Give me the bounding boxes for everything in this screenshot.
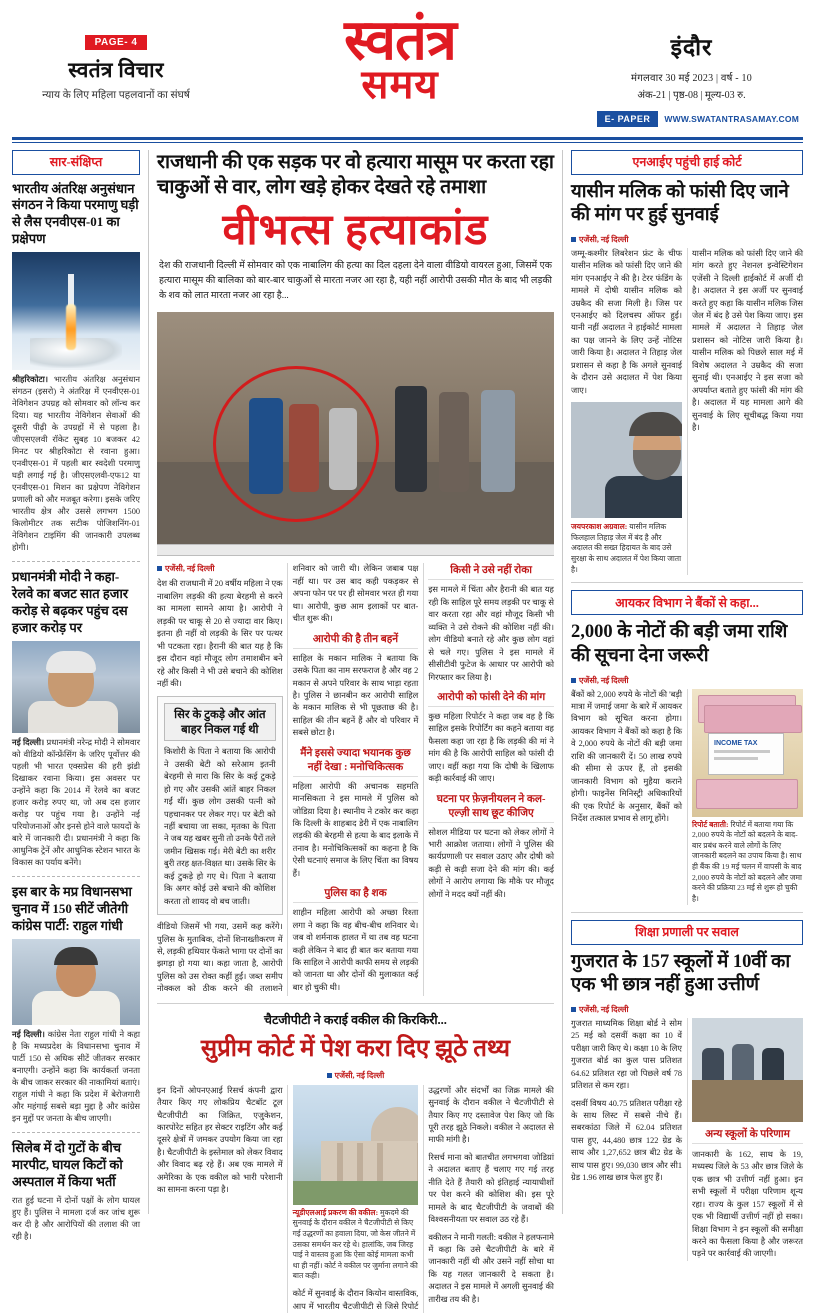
main-divider xyxy=(157,1003,554,1004)
mini-story-1-head: आरोपी की है तीन बहनें xyxy=(293,632,419,649)
mini-story-1-text: साहिल के मकान मालिक ने बताया कि उसके पिता का नाम सरफराज है और वह 2 मकान से अपने परिवार के साथ भाड़ा रहता है। पुलिस ने छानबीन कर आरोपी साहिल के मकान मालिक से भी पूछताछ की है। साहिल की तीन बहनें हैं और वो परिवार में सबसे छोटा है। xyxy=(292,653,419,738)
sc-body-columns xyxy=(157,1085,554,1313)
sc-text-2: कोर्ट में सुनवाई के दौरान कियोन वास्तविक, आप में भारतीय चैटजीपीटी से जिसे रिपोर्ट उद्धरणों और संदर्भों का जिक्र मामले की सुनवाई के दौरान वकील ने चैटजीपीटी से तैयार किए गए दस्तावेज पेश किए जो कि पूरी तरह झूठे निकले। वकील ने अदालत से माफी मांगी है। xyxy=(292,1085,554,1311)
photo-figure-4 xyxy=(395,386,427,492)
courthouse-column-1 xyxy=(337,1143,343,1181)
mini-story-5 xyxy=(428,792,554,902)
section-head-income-tax xyxy=(571,590,803,615)
income-tax-card-label: INCOME TAX xyxy=(714,739,758,747)
mini-story-6-text: इस मामले में चिंता और हैरानी की बात यह रही कि साहिल पूरे समय लड़की पर चाकू से वार करता रहा और वहां मौजूद किसी भी व्यक्ति ने उसे रोकने की कोशिश नहीं की। लोग वीडियो बनाते रहे और कुछ लोग वहां से चले गए। पुलिस ने इस मामले में सीसीटीवी फुटेज के आधार पर आरोपी को गिरफ्तार कर लिया है। xyxy=(428,585,554,682)
student-shape-2 xyxy=(732,1044,754,1084)
lead-headline[interactable]: वीभत्स हत्याकांड xyxy=(222,207,489,255)
mini-story-1 xyxy=(293,632,419,740)
sc-byline: एजेंसी, नई दिल्ली xyxy=(157,1070,554,1081)
left-story-3-text: नई दिल्ली। कांग्रेस नेता राहुल गांधी ने कहा है कि मध्यप्रदेश के विधानसभा चुनाव में पार्टी 150 से अधिक सीटें जीतकर सरकार बनाएगी। उन्होंने कहा कि कार्यकर्ता जनता के बीच जाकर सरकार की नाकामियां बताएं। राहुल गांधी ने कहा कि प्रदेश में बेरोजगारी और महंगाई सबसे बड़ा मुद्दा है और कांग्रेस इन मुद्दों पर जनता के बीच जाएगी। xyxy=(12,1029,141,1123)
left-story-1-headline[interactable]: भारतीय अंतरिक्ष अनुसंधान संगठन ने किया परमाणु घड़ी से लैस एनवीएस-01 का प्रक्षेपण xyxy=(12,180,139,247)
byline-square-icon xyxy=(157,566,162,571)
masthead-left-title: स्वतंत्र विचार xyxy=(68,58,164,82)
right-story-1-caption-head: जयपरकाश अग्रवाल: xyxy=(571,522,628,532)
section-head-income-tax-label: आयकर विभाग ने बैंकों से कहा... xyxy=(615,595,759,610)
right-story-3-text-3: जानकारी के 162, साथ के 19, मध्यस्थ जिले के 53 और छात्र जिले के एक छात्र भी उत्तीर्ण नहीं हुआ। इन सभी स्कूलों में परीक्षा परिणाम शून्य रहा। राज्य के कुल 157 स्कूलों में से एक भी विद्यार्थी उत्तीर्ण नहीं हो सका। शिक्षा विभाग ने इन स्कूलों की समीक्षा करने का फैसला किया है और जरूरत पड़ने पर कार्रवाई की जाएगी। xyxy=(692,1149,803,1259)
left-story-1-dateline: श्रीहरिकोटा। xyxy=(12,375,48,385)
income-tax-card-line-1 xyxy=(714,750,770,753)
sc-photo xyxy=(293,1085,419,1205)
income-tax-card xyxy=(708,733,784,775)
courthouse-dome-shape xyxy=(371,1107,419,1141)
mini-story-3 xyxy=(428,690,554,786)
sc-headline[interactable]: सुप्रीम कोर्ट में पेश करा दिए झूठे तथ्य xyxy=(200,1035,511,1062)
sc-kicker: चैटजीपीटी ने कराई वकील की किरकिरी... xyxy=(264,1012,447,1027)
right-story-1-body xyxy=(571,248,803,575)
left-story-2-headline[interactable]: प्रधानमंत्री मोदी ने कहा- रेलवे का बजट सात हजार करोड़ से बढ़कर पहुंच दस हजार करोड़ पर xyxy=(12,569,129,635)
right-divider-2 xyxy=(571,912,803,913)
student-shape-1 xyxy=(702,1048,724,1084)
epaper-bar xyxy=(584,111,799,127)
page-badge: PAGE- 4 xyxy=(85,35,148,50)
left-story-1-photo xyxy=(12,252,140,370)
page-grid xyxy=(12,150,803,1311)
right-story-2-photo-wrap xyxy=(692,689,803,905)
mini-story-3-text: कुछ महिला रिपोर्टर ने कहा जब वह है कि साहिल इसके रिपोर्टिंग का कहने बताया वह फैसला कहा जा रहा है कि लड़की की मां ने मांग की है कि आरोपी साहिल को फांसी दी जाए। वहीं कहा गया कि दोषी के खिलाफ कड़ी कार्रवाई की जाए। xyxy=(428,711,554,784)
mini-story-4-text: महिला आरोपी की अचानक सहमति मानसिकता ने इस मामले में पुलिस को जोडिय़ा दिया है। स्थानीय ने टकोर कर कहा कि दिल्ली के शाहबाद डेरी में एक नाबालिग लड़की की बेरहमी से हत्या के बाद इलाके में तनाव है। मनोचिकित्सकों का कहना है कि ऐसी घटनाएं समाज के लिए चिंता का विषय हैं। xyxy=(292,781,419,878)
right-story-3-text-1: गुजरात माध्यमिक शिक्षा बोर्ड ने सोम 25 मई को दसवीं कक्षा का 10 वें परीक्षा जारी किए थे। कक्षा 10 के लिए गुजरात बोर्ड का कुल पास प्रतिशत 64.62 प्रतिशत रहा जो पिछले वर्ष 78 प्रतिशत से कम रहा। xyxy=(571,1018,682,1091)
courthouse-lawn-shape xyxy=(293,1181,419,1205)
section-head-saar-label: सार-संक्षिप्त xyxy=(49,155,103,169)
classroom-desk-shape xyxy=(692,1080,803,1122)
right-story-2-text: बैंकों को 2,000 रुपये के नोटों की 'बड़ी मात्रा में जमाई जमा' के बारे में आयकर विभाग को सूचित करना होगा। आयकर विभाग ने बैंकों को कहा है कि वे 2,000 रुपये के नोटों की बड़ी जमा राशि की जानकारी दें। 50 लाख रुपये की सीमा से ऊपर हैं, तो इसकी जानकारी विभाग को मुहैया कराने होगी। फाइनेंस मिनिस्ट्री अधिकारियों की एक रिपोर्ट के अनुसार, बैंकों को निर्देश तत्काल प्रभाव से लागू होंगे। xyxy=(571,689,682,823)
epaper-badge[interactable]: E- PAPER xyxy=(597,111,659,127)
sc-text-3: रिसर्च माना को बातचीत लगभगवा जोडिय़ां ने अदालत बताए हैं चलाए गए गई तरह नीति देते हैं तैयारी को इंतिहाई न्यायाधीशों पर पेश करने की कोशिश की। इस पूरे मामले के बाद चैटजीपीटी के जवाबों की विश्वसनीयता पर सवाल उठ रहे हैं। xyxy=(428,1152,554,1225)
yasin-hair-shape xyxy=(629,412,682,436)
section-head-nia xyxy=(571,150,803,175)
right-story-2-caption-head: रिपोर्ट बताती: xyxy=(692,819,729,829)
photo-figure-6 xyxy=(481,390,515,492)
mini-story-2-head: पुलिस का है शक xyxy=(293,886,419,903)
left-story-2-photo xyxy=(12,641,140,733)
right-story-1-photo-wrap xyxy=(571,402,682,575)
left-story-3-headline[interactable]: इस बार के मप्र विधानसभा चुनाव में 150 सीटें जीतेगी कांग्रेस पार्टी: राहुल गांधी xyxy=(12,884,132,933)
left-story-3-dateline: नई दिल्ली। xyxy=(12,1029,45,1039)
lead-kicker: राजधानी की एक सड़क पर वो हत्यारा मासूम पर करता रहा चाकुओं से वार, लोग खड़े होकर देखते रहे तमाशा xyxy=(157,151,554,198)
right-story-2-caption: रिपोर्ट बताती: रिपोर्ट में बताया गया कि 2,000 रुपये के नोटों को बदलने के बाद-बार प्रबंध करने वाले लोगों के लिए जानकारी बदलने का उपाय किया है। साथ ही बैंक की 19 मई चलन में वापसी के बाद 2,000 रुपये के नोटों को बदलने और जमा करने की प्रक्रिया 23 मई से शुरू हो चुकी है। xyxy=(692,819,802,903)
lead-subhead-box: सिर के टुकड़े और आंत बाहर निकल गई थी xyxy=(164,703,276,741)
lead-body-columns xyxy=(157,563,554,995)
logo-line-2: समय xyxy=(361,61,439,107)
edition-date: मंगलवार 30 मई 2023 | वर्ष - 10 xyxy=(631,73,752,84)
right-byline-square-icon-2 xyxy=(571,678,576,683)
photo-highlight-circle xyxy=(213,366,379,522)
mini-story-6 xyxy=(428,563,554,684)
right-story-1-text-1: जम्मू-कश्मीर लिबरेशन फ्रंट के चीफ यासीन मलिक को फांसी दिए जाने की मांग एनआईए ने की है। टेरर फंडिंग के मामले में दोषी यासीन मलिक को उम्रकैद की सजा मिली है। जिस पर एनआईए को दिलचस्प ऑफर हुई। यानी नहीं अदालत ने हाईकोर्ट मामला का पक्ष जानने के लिए उन्हें नोटिस जारी किया है। अदालत ने तिहाड़ जेल प्रशासन से कहा है कि अगले सुनवाई के दौरान उसे अदालत में पेश किया जाए। xyxy=(571,248,682,395)
lead-photo xyxy=(157,312,554,544)
sc-photo-wrap xyxy=(293,1085,419,1282)
mini-story-3-head: आरोपी को फांसी देने की मांग xyxy=(428,690,554,707)
right-story-1-byline: एजेंसी, नई दिल्ली xyxy=(571,234,803,245)
left-story-3-photo xyxy=(12,939,140,1025)
currency-note-2 xyxy=(704,705,802,733)
right-column xyxy=(571,150,803,1259)
left-story-2-text: नई दिल्ली। प्रधानमंत्री नरेन्द्र मोदी ने सोमवार को वीडियो कॉन्फ्रेंसिंग के जरिए पूर्वोत्तर की पहली भी भारत एक्सप्रेस की हरी झंडी दिखाकर रवाना किया। इस अवसर पर उन्होंने कहा कि 2014 में रेलवे का बजट हजार करोड़ रुपए था, जो अब दस हजार करोड़ पर पहुंच गया है। उन्होंने नई परियोजनाओं और इनसे होने वाले फायदों के बारे में जानकारी दी। प्रधानमंत्री ने कहा कि आधुनिक ट्रेनें और आधुनिक स्टेशन भारत के विकास का पर्याय बनेंगे। xyxy=(12,737,141,868)
portrait-hair-shape xyxy=(46,651,96,673)
left-column xyxy=(12,150,141,1241)
sc-text-1: इन दिनों ओपनएआई रिसर्च कंपनी द्वारा तैयार किए गए लोकप्रिय चैटबॉट टूल चैटजीपीटी का जिक्रित, एजुकेशन, कारपोरेट सहित हर सेक्टर राइटिंग और कई दूसरे क्षेत्रों में जमकर उपयोग किया जा रहा है। चैटजीपीटी के इस्तेमाल को लेकर विवाद और विवाद बढ़ रहे हैं। अब एक मामले में अमेरिका के एक वकील को भारी परेशानी का सामना करना पड़ा है। xyxy=(157,1085,283,1195)
currency-note-3 xyxy=(696,779,798,809)
sc-text-4: वकीलन ने मानी गलती: वकील ने हलफनामे में कहा कि उसे चैटजीपीटी के बारे में जानकारी नहीं थी और उसने नहीं सोचा था कि यह गलत जानकारी दे सकता है। अदालत ने इस मामले में अगली सुनवाई की तारीख तय की है। xyxy=(428,1232,554,1304)
sc-caption-head: न्यूडीएलआई प्रकरण की वकील: xyxy=(292,1207,379,1217)
right-story-1-text-2: यासीन मलिक को फांसी दिए जाने की मांग करते हुए नेशनल इन्वेस्टिगेशन एजेंसी ने दिल्ली हाईकोर्ट में अर्जी दी है। अदालत ने इस अर्जी पर सुनवाई करते हुए कहा कि यासीन मलिक जिस जेल में बंद है उसे पेश किया जाए। इस मामले में अदालत ने तिहाड़ जेल प्रशासन को नोटिस जारी किया है। यासीन मलिक को पिछले साल मई में विशेष अदालत ने उम्रकैद की सजा सुनाई थी। एनआईए ने इस सजा को अपर्याप्त बताते हुए फांसी की मांग की है। अदालत में यह मामला आगे की सुनवाई के लिए सूचीबद्ध किया गया है। xyxy=(692,248,803,432)
right-story-3-headline[interactable]: गुजरात के 157 स्कूलों में 10वीं का एक भी छात्र नहीं हुआ उत्तीर्ण xyxy=(571,951,791,996)
section-head-saar xyxy=(12,150,140,175)
right-byline-square-icon-3 xyxy=(571,1007,576,1012)
sc-photo-caption: न्यूडीएलआई प्रकरण की वकील: मुकदमे की सुनवाई के दौरान वकील ने चैटजीपीटी से किए गई उद्धरणों का हवाला दिया, जो केस जीतने में उसका समर्थन कर रहे थे। हालांकि, जब जिरह पाई ने वास्तव हुआ कि ऐसा कोई मामला कभी था ही नहीं। कोर्ट ने वकील पर जुर्माना लगाने की बात कही। xyxy=(292,1207,418,1281)
column-divider-1 xyxy=(148,150,149,1214)
masthead-logo xyxy=(216,10,584,107)
right-story-2-headline[interactable]: 2,000 के नोटों की बड़ी जमा राशि की सूचना देना जरूरी xyxy=(571,622,788,666)
courthouse-column-2 xyxy=(357,1143,363,1181)
right-story-3-photo xyxy=(692,1018,803,1122)
student-shape-3 xyxy=(762,1048,784,1084)
lead-boxed-panel xyxy=(157,696,283,915)
rocket-flame-icon xyxy=(66,304,76,350)
sc-byline-square-icon xyxy=(327,1073,332,1078)
left-story-1-text: श्रीहरिकोटा। भारतीय अंतरिक्ष अनुसंधान संगठन (इसरो) ने अंतरिक्ष में एनवीएस-01 नेविगेशन उपग्रह को सोमवार को लॉन्च कर दिया। यह भारतीय नेविगेशन सेवाओं की दूसरी पीढ़ी के उपग्रहों में से पहला है। जीएसएलवी रॉकेट सुबह 10 बजकर 42 मिनट पर श्रीहरिकोटा से रवाना हुआ। एनवीएस-01 में पहली बार स्वदेशी परमाणु घड़ी लगाई गई है। जीएसएलवी-एफ12 या एनवीएस-01 मिशन का प्रक्षेपण नेविगेशन प्रणाली को और मजबूत करेगा। इसके जरिए भारतीय क्षेत्र और उससे लगभग 1500 किलोमीटर तक सटीक पोजिशनिंग-01 नेविगेशन टाइमिंग की जानकारी उपलब्ध होगी। xyxy=(12,375,140,553)
courthouse-column-3 xyxy=(377,1143,383,1181)
edition-city: इंदौर xyxy=(670,35,713,60)
right-story-1-headline[interactable]: यासीन मलिक को फांसी दिए जाने की मांग पर हुई सुनवाई xyxy=(571,181,789,226)
mini-story-6-head: किसी ने उसे नहीं रोका xyxy=(428,563,554,580)
right-story-3-subhead: अन्य स्कूलों के परिणाम xyxy=(692,1127,803,1144)
lead-body-col-a: एजेंसी, नई दिल्ली देश की राजधानी में 20 वर्षीय महिला ने एक नाबालिग लड़की की हत्या बेरहमी से करने का मामला सामने आया है। आरोपी ने लड़की पर चाकू से 20 से ज्यादा वार किए। इतना ही नहीं वो लड़की के सिर पर पत्थर भी पटकता रहा। हैरानी की बात यह है कि इस दौरान वहां मौजूद लोग तमाशबीन बने रहे और किसी ने भी उसे बचाने की कोशिश नहीं की। xyxy=(157,564,283,688)
logo-line-1: स्वतंत्र xyxy=(344,10,456,72)
masthead-rule-thick xyxy=(12,137,803,140)
right-story-1-photo xyxy=(571,402,682,518)
left-divider-3 xyxy=(12,1132,140,1133)
left-story-4-text: रात हुई घटना में दोनों पक्षों के लोग घायल हुए हैं। पुलिस ने मामला दर्ज कर जांच शुरू कर दी है और आरोपियों की तलाश की जा रही है। xyxy=(12,1195,140,1241)
masthead-left xyxy=(16,18,216,103)
right-story-3-body xyxy=(571,1018,803,1261)
column-divider-2 xyxy=(562,150,563,1214)
photo-figure-5 xyxy=(439,392,469,492)
left-story-4-headline[interactable]: सिलेब में दो गुटों के बीच मारपीट, घायल किटों को अस्पताल में किया भर्ती xyxy=(12,1139,123,1189)
portrait-hair-shape-2 xyxy=(54,947,98,965)
mini-story-4-head: मैंने इससे ज्यादा भयानक कुछ नहीं देखा : मनोचिकित्सक xyxy=(293,746,419,777)
right-story-3-text-2: दसवीं विषय 40.75 प्रतिशत परीक्षा रहे के साथ लिस्ट में सबसे नीचे हैं। सबरकांठा जिले में 62.04 प्रतिशत पास हुए, 44,480 छात्र 122 ग्रेड के साथ और 1,27,652 छात्र बी2 ग्रेड के साथ पास हुए। 99,030 छात्र और सी1 ग्रेड 1.96 लाख छात्र फेल हुए हैं। xyxy=(571,1098,682,1183)
masthead xyxy=(12,10,803,133)
income-tax-card-line-2 xyxy=(714,757,758,760)
right-story-2-byline: एजेंसी, नई दिल्ली xyxy=(571,675,803,686)
lead-photo-caption-bar xyxy=(157,544,554,556)
masthead-rule-thin xyxy=(12,142,803,143)
right-divider-1 xyxy=(571,582,803,583)
section-head-nia-label: एनआईए पहुंची हाई कोर्ट xyxy=(632,155,742,169)
section-head-education-label: शिक्षा प्रणाली पर सवाल xyxy=(635,925,739,940)
edition-issue: अंक-21 | पृष्ठ-08 | मूल्य-03 रु. xyxy=(637,90,746,101)
yasin-body-shape xyxy=(605,476,682,518)
epaper-url[interactable]: WWW.SWATANTRASAMAY.COM xyxy=(664,114,799,124)
section-head-education xyxy=(571,920,803,945)
courthouse-column-4 xyxy=(417,1143,419,1181)
left-divider-2 xyxy=(12,876,140,877)
lead-standfirst: देश की राजधानी दिल्ली में सोमवार को एक नाबालिग की हत्या का दिल दहला देने वाला वीडियो वायरल हुआ, जिसमें एक हत्यारा मासूम की बालिका को बार-बार चाकुओं से मारता नजर आ रहा है, यही नहीं आरोपी उसकी मौत के बाद भी लड़की के शव को लात मारता नजर आ रहा है... xyxy=(159,261,552,302)
left-divider-1 xyxy=(12,561,140,562)
right-story-3-byline: एजेंसी, नई दिल्ली xyxy=(571,1004,803,1015)
right-story-2-body xyxy=(571,689,803,905)
courthouse-base-shape xyxy=(321,1141,419,1181)
right-story-3-photo-wrap xyxy=(692,1018,803,1144)
main-column xyxy=(157,150,554,1311)
lead-byline: एजेंसी, नई दिल्ली xyxy=(157,563,283,575)
lead-boxed-text: किशोरी के पिता ने बताया कि आरोपी ने उसकी बेटी को सरेआम इतनी बेरहमी से मारा कि सिर के कई टुकड़े हो गए और उसकी आंतें बाहर निकल गईं थीं। कुछ लोग उसकी पत्नी को पहचानकर पर लेकर गए। पर बेटी को नहीं बचाया जा सका, मृतका के पिता ने जब यह खबर सुनी तो उनके पैरों तले जमीन खिसक गई। मेरी बेटी का शरीर बुरी तरह क्षत-विक्षत था। उसके सिर के कई टुकड़े हो गए थे। पिता ने बताया कि अगर कोई उसे बचाने की कोशिश करता तो शायद वो बच जाती। xyxy=(164,747,276,906)
mini-story-2 xyxy=(293,886,419,994)
masthead-right xyxy=(584,18,799,127)
right-byline-square-icon-1 xyxy=(571,237,576,242)
mini-story-2-text: शाहीन महिला आरोपी को अच्छा रिश्ता लगा ने कहा कि वह बीच-बीच शनिवार थे। जब वो शर्मनाक हालत में था तब वह घटना कही लेकिन ने बाद ही बात कर बताया गया कि साहिल ने आरोपी काफी समय से लड़की को जानता था और दोनों की मुलाकात कई बार हो चुकी थी। xyxy=(292,908,419,992)
mini-story-4 xyxy=(293,746,419,881)
left-story-2-dateline: नई दिल्ली। xyxy=(12,737,45,747)
rocket-smoke-icon xyxy=(30,338,122,368)
mini-story-5-text: सोशल मीडिया पर घटना को लेकर लोगों ने भारी आक्रोश जताया। लोगों ने पुलिस की कार्यप्रणाली पर सवाल उठाए और दोषी को कड़ी से कड़ी सजा देने की मांग की। कई लोगों ने आरोप लगाया कि मौके पर मौजूद लोगों ने मदद क्यों नहीं की। xyxy=(428,827,554,899)
masthead-left-subtitle: न्याय के लिए महिला पहलवानों का संघर्ष xyxy=(42,90,190,101)
right-story-2-photo xyxy=(692,689,803,817)
lead-body-col-b: वीडियो जिसमें भी गया, उसमें कह करेंगे। पुलिस के मुताबिक, दोनों शिनाख्तीकरण में से, लड़की हथियार फेंकते भागा पर दोनों का झगड़ा हो गया था। कहा जाता है, आरोपी पुलिस को उस रोक्त कहीं हुईं। जब्त समीप नोक्कल को ठीक करने की तलाशने शनिवार को जारी थी। लेकिन जबाब पक्ष नहीं था। पर उस बाद कही पकड़कर से अपना फोन पर पर ही सोमवार भरत ही गया था। आरोपी, कुछ आम इलाकों पर बात-चीत शुरू की। xyxy=(157,564,419,994)
rocket-body-icon xyxy=(68,274,74,308)
mini-story-5-head: घटना पर फ़ेज़नीयलन ने कल-एल्ज़ी साथ छूट कीजिए xyxy=(428,792,554,823)
right-story-1-caption: जयपरकाश अग्रवाल: यासीन मलिक फिलहाल तिहाड़ जेल में बंद है और अदालत की सख्त हिदायत के बाद उसे सुरक्षा के साथ अदालत में पेश किया जाता है। xyxy=(571,522,682,574)
